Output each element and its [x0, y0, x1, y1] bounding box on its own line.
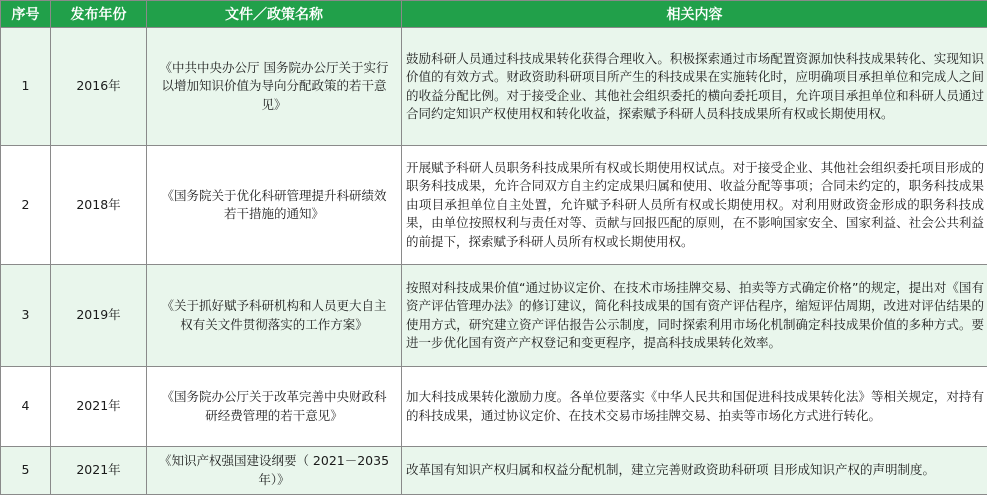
table-row [1, 367, 987, 447]
table-row [1, 447, 987, 495]
row-index: 3 [1, 265, 51, 367]
row-policy-name: 《中共中央办公厅 国务院办公厅关于实行以增加知识价值为导向分配政策的若干意见》 [147, 28, 402, 146]
row-year: 2016年 [51, 28, 147, 146]
row-year: 2019年 [51, 265, 147, 367]
row-index: 1 [1, 28, 51, 146]
row-year: 2021年 [51, 367, 147, 447]
row-policy-name: 《知识产权强国建设纲要（ 2021－2035 年）》 [147, 447, 402, 495]
header-name: 文件／政策名称 [147, 1, 402, 28]
row-index: 4 [1, 367, 51, 447]
row-policy-name: 《关于抓好赋予科研机构和人员更大自主权有关文件贯彻落实的工作方案》 [147, 265, 402, 367]
row-year: 2021年 [51, 447, 147, 495]
table-row [1, 265, 987, 367]
row-year: 2018年 [51, 146, 147, 265]
table-header-row [1, 1, 987, 28]
row-index: 5 [1, 447, 51, 495]
header-index: 序号 [1, 1, 51, 28]
row-index: 2 [1, 146, 51, 265]
row-policy-name: 《国务院关于优化科研管理提升科研绩效若干措施的通知》 [147, 146, 402, 265]
row-content: 改革国有知识产权归属和权益分配机制，建立完善财政资助科研项 目形成知识产权的声明制度。 [402, 447, 987, 495]
row-content: 鼓励科研人员通过科技成果转化获得合理收入。积极探索通过市场配置资源加快科技成果转化、实现知识价值的有效方式。财政资助科研项目所产生的科技成果在实施转化时，应明确项目承担单位和完成人之间的收益分配比例。对于接受企业、其他社会组织委托的横向委托项目，允许项目承担单位和科研人员通过合同约定知识产权使用权和转化收益，探索赋予科研人员科技成果所有权或长期使用权。 [402, 28, 987, 146]
row-content: 按照对科技成果价值“通过协议定价、在技术市场挂牌交易、拍卖等方式确定价格”的规定，提出对《国有资产评估管理办法》的修订建议，简化科技成果的国有资产评估程序，缩短评估周期，改进对评估结果的使用方式，研究建立资产评估报告公示制度，同时探索利用市场化机制确定科技成果价值的多种方式。要进一步优化国有资产产权登记和变更程序，提高科技成果转化效率。 [402, 265, 987, 367]
header-content: 相关内容 [402, 1, 987, 28]
table-row [1, 146, 987, 265]
row-policy-name: 《国务院办公厅关于改革完善中央财政科研经费管理的若干意见》 [147, 367, 402, 447]
table-row [1, 28, 987, 146]
header-year: 发布年份 [51, 1, 147, 28]
row-content: 开展赋予科研人员职务科技成果所有权或长期使用权试点。对于接受企业、其他社会组织委托项目形成的职务科技成果，允许合同双方自主约定成果归属和使用、收益分配等事项；合同未约定的，职务科技成果由项目承担单位自主处置，允许赋予科研人员所有权或长期使用权。对利用财政资金形成的职务科技成果，由单位按照权利与责任对等、贡献与回报匹配的原则，在不影响国家安全、国家利益、社会公共利益的前提下，探索赋予科研人员所有权或长期使用权。 [402, 146, 987, 265]
row-content: 加大科技成果转化激励力度。各单位要落实《中华人民共和国促进科技成果转化法》等相关规定，对持有的科技成果，通过协议定价、在技术交易市场挂牌交易、拍卖等市场化方式进行转化。 [402, 367, 987, 447]
